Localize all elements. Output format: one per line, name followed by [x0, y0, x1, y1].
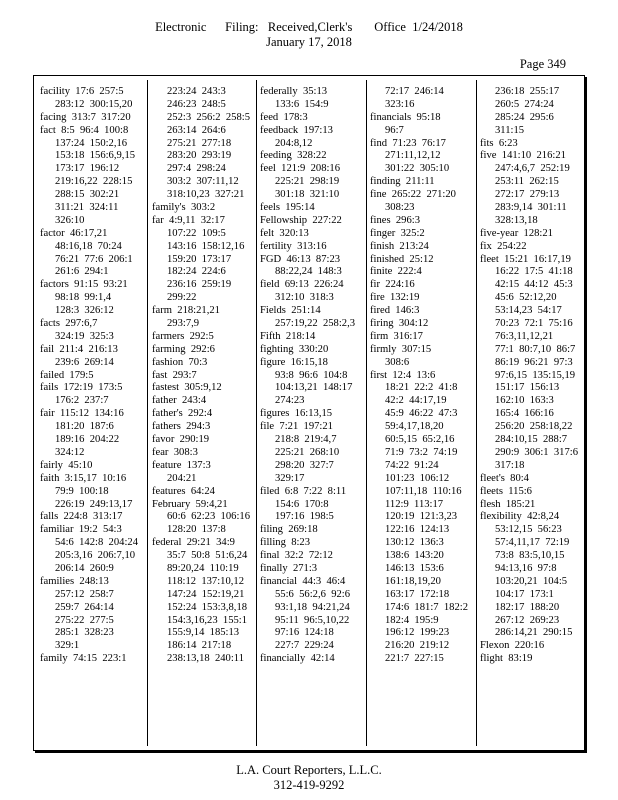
index-line: 267:12 269:23 [495, 614, 560, 626]
filing-header [0, 20, 618, 50]
index-line: 55:6 56:2,6 92:6 [275, 588, 351, 600]
index-line: 197:16 198:5 [275, 511, 334, 523]
index-line: 236:16 259:19 [167, 279, 232, 291]
index-line: farmers 292:5 [152, 330, 214, 342]
index-line: 275:22 277:5 [55, 614, 114, 626]
index-line: figures 16:13,15 [260, 408, 333, 420]
index-line: finding 211:11 [370, 176, 435, 188]
index-line: 323:16 [385, 98, 415, 110]
index-column-2 [152, 86, 254, 666]
index-line: Flexon 220:16 [480, 640, 545, 652]
index-line: flight 83:19 [480, 653, 533, 665]
index-line: family's 303:2 [152, 202, 216, 214]
index-line: 96:7 [385, 124, 404, 136]
index-line: 238:13,18 240:11 [167, 653, 245, 665]
index-line: father's 292:4 [152, 408, 213, 420]
index-line: 98:18 99:1,4 [55, 292, 112, 304]
index-line: feature 137:3 [152, 459, 211, 471]
index-line: 311:21 324:11 [55, 202, 119, 214]
index-line: figure 16:15,18 [260, 356, 328, 368]
page-number: Page 349 [519, 57, 566, 71]
index-line: 120:19 121:3,23 [385, 511, 458, 523]
index-line: 257:12 258:7 [55, 588, 114, 600]
index-line: 128:3 326:12 [55, 305, 114, 317]
index-line: 182:17 188:20 [495, 601, 560, 613]
index-line: 152:24 153:3,8,18 [167, 601, 248, 613]
index-line: 93:8 96:6 104:8 [275, 369, 348, 381]
index-line: feeding 328:22 [260, 150, 327, 162]
index-line: fighting 330:20 [260, 343, 329, 355]
index-line: fastest 305:9,12 [152, 382, 222, 394]
index-line: 137:24 150:2,16 [55, 137, 128, 149]
index-line: 147:24 152:19,21 [167, 588, 245, 600]
index-line: 161:18,19,20 [385, 575, 441, 587]
index-line: fact 8:5 96:4 100:8 [40, 124, 129, 136]
index-line: 107:11,18 110:16 [385, 485, 462, 497]
index-line: 101:23 106:12 [385, 472, 450, 484]
index-line: 311:15 [495, 124, 525, 136]
index-line: fire 132:19 [370, 292, 420, 304]
column-divider [366, 80, 367, 746]
index-line: 77:1 80:7,10 86:7 [495, 343, 576, 355]
index-line: feel 121:9 208:16 [260, 163, 341, 175]
index-line: felt 320:13 [260, 227, 309, 239]
index-line: 70:23 72:1 75:16 [495, 318, 573, 330]
index-line: 18:21 22:2 41:8 [385, 382, 458, 394]
index-column-1 [40, 86, 142, 666]
index-line: 204:21 [167, 472, 197, 484]
index-line: factors 91:15 93:21 [40, 279, 128, 291]
index-line: five 141:10 216:21 [480, 150, 566, 162]
index-line: 218:8 219:4,7 [275, 434, 337, 446]
index-line: fleets 115:6 [480, 485, 532, 497]
index-line: familiar 19:2 54:3 [40, 524, 122, 536]
index-line: filling 8:23 [260, 537, 311, 549]
index-line: 48:16,18 70:24 [55, 240, 122, 252]
index-line: 74:22 91:24 [385, 459, 439, 471]
filing-stamp: Electronic Filing: Received,Clerk's Office 1/24/2018 [155, 20, 463, 34]
index-line: fleet 15:21 16:17,19 [480, 253, 571, 265]
index-line: 261:6 294:1 [55, 266, 109, 278]
index-line: filed 6:8 7:22 8:11 [260, 485, 347, 497]
index-line: 128:20 137:8 [167, 524, 226, 536]
index-line: firing 304:12 [370, 318, 429, 330]
index-line: 154:3,16,23 155:1 [167, 614, 248, 626]
index-line: 97:16 124:18 [275, 627, 334, 639]
index-line: 182:4 195:9 [385, 614, 439, 626]
index-line: 42:15 44:12 45:3 [495, 279, 573, 291]
column-divider [476, 80, 477, 746]
index-line: father 243:4 [152, 395, 207, 407]
index-line: feed 178:3 [260, 111, 308, 123]
index-line: fines 296:3 [370, 214, 421, 226]
index-line: 288:15 302:21 [55, 189, 120, 201]
index-line: flexibility 42:8,24 [480, 511, 560, 523]
index-line: fair 115:12 134:16 [40, 408, 124, 420]
reporter-footer [0, 763, 618, 793]
index-line: fired 146:3 [370, 305, 420, 317]
index-line: fairly 45:10 [40, 459, 93, 471]
index-line: far 4:9,11 32:17 [152, 214, 225, 226]
index-line: 225:21 268:10 [275, 446, 340, 458]
index-line: 104:17 173:1 [495, 588, 554, 600]
index-line: fashion 70:3 [152, 356, 208, 368]
index-line: 286:14,21 290:15 [495, 627, 573, 639]
index-line: 155:9,14 185:13 [167, 627, 240, 639]
index-line: financials 95:18 [370, 111, 441, 123]
index-line: 297:4 298:24 [167, 163, 226, 175]
index-line: 159:20 173:17 [167, 253, 232, 265]
index-line: firm 316:17 [370, 330, 423, 342]
index-line: 153:18 156:6,9,15 [55, 150, 136, 162]
index-line: finally 271:3 [260, 562, 318, 574]
index-line: 76:3,11,12,21 [495, 330, 554, 342]
index-line: finish 213:24 [370, 240, 429, 252]
index-line: 283:9,14 301:11 [495, 202, 567, 214]
index-line: 205:3,16 206:7,10 [55, 550, 136, 562]
index-line: 283:20 293:19 [167, 150, 232, 162]
index-line: fleet's 80:4 [480, 472, 529, 484]
index-line: 45:9 46:22 47:3 [385, 408, 458, 420]
index-line: final 32:2 72:12 [260, 550, 333, 562]
index-line: features 64:24 [152, 485, 215, 497]
index-line: 247:4,6,7 252:19 [495, 163, 570, 175]
index-column-3 [260, 86, 364, 666]
index-line: 206:14 260:9 [55, 562, 114, 574]
index-line: 72:17 246:14 [385, 86, 444, 97]
index-column-5 [480, 86, 582, 666]
index-line: 263:14 264:6 [167, 124, 226, 136]
index-line: 308:6 [385, 356, 410, 368]
reporter-name: L.A. Court Reporters, L.L.C. [236, 763, 382, 777]
index-line: 93:1,18 94:21,24 [275, 601, 350, 613]
index-line: fits 6:23 [480, 137, 518, 149]
index-line: federally 35:13 [260, 86, 328, 97]
index-line: 151:17 156:13 [495, 382, 560, 394]
index-line: 301:22 305:10 [385, 163, 450, 175]
index-line: farming 292:6 [152, 343, 215, 355]
index-line: fathers 294:3 [152, 421, 211, 433]
index-line: 42:2 44:17,19 [385, 395, 447, 407]
index-line: farm 218:21,21 [152, 305, 220, 317]
index-frame [33, 75, 585, 751]
index-line: 73:8 83:5,10,15 [495, 550, 565, 562]
index-line: 328:13,18 [495, 214, 538, 226]
index-line: 285:1 328:23 [55, 627, 114, 639]
index-line: facing 313:7 317:20 [40, 111, 131, 123]
index-line: 89:20,24 110:19 [167, 562, 239, 574]
index-line: feedback 197:13 [260, 124, 333, 136]
index-column-4 [370, 86, 474, 666]
column-divider [147, 80, 148, 746]
index-line: faith 3:15,17 10:16 [40, 472, 127, 484]
index-line: finished 25:12 [370, 253, 434, 265]
index-line: 122:16 124:13 [385, 524, 450, 536]
index-line: February 59:4,21 [152, 498, 228, 510]
index-line: finger 325:2 [370, 227, 425, 239]
index-line: fertility 313:16 [260, 240, 327, 252]
index-line: 256:20 258:18,22 [495, 421, 573, 433]
index-line: 181:20 187:6 [55, 421, 114, 433]
index-line: 271:11,12,12 [385, 150, 441, 162]
index-line: 118:12 137:10,12 [167, 575, 245, 587]
index-line: FGD 46:13 87:23 [260, 253, 341, 265]
index-line: 204:8,12 [275, 137, 313, 149]
index-line: 53:12,15 56:23 [495, 524, 562, 536]
index-line: 253:11 262:15 [495, 176, 559, 188]
index-line: factor 46:17,21 [40, 227, 108, 239]
index-line: fear 308:3 [152, 446, 198, 458]
index-line: 275:21 277:18 [167, 137, 232, 149]
index-line: 59:4,17,18,20 [385, 421, 444, 433]
index-line: Fellowship 227:22 [260, 214, 342, 226]
index-line: 298:20 327:7 [275, 459, 334, 471]
index-line: 94:13,16 97:8 [495, 562, 557, 574]
index-line: 303:2 307:11,12 [167, 176, 239, 188]
index-line: 186:14 217:18 [167, 640, 232, 652]
index-line: 176:2 237:7 [55, 395, 109, 407]
index-line: 318:10,23 327:21 [167, 189, 245, 201]
index-line: 216:20 219:12 [385, 640, 450, 652]
index-line: 272:17 279:13 [495, 189, 560, 201]
index-line: 146:13 153:6 [385, 562, 444, 574]
index-line: fine 265:22 271:20 [370, 189, 456, 201]
index-line: 285:24 295:6 [495, 111, 554, 123]
index-line: 112:9 113:17 [385, 498, 444, 510]
index-line: 143:16 158:12,16 [167, 240, 245, 252]
index-line: failed 179:5 [40, 369, 94, 381]
index-line: 60:6 62:23 106:16 [167, 511, 250, 523]
index-line: 71:9 73:2 74:19 [385, 446, 458, 458]
column-divider [256, 80, 257, 746]
index-line: 35:7 50:8 51:6,24 [167, 550, 248, 562]
index-line: filing 269:18 [260, 524, 318, 536]
index-line: 324:12 [55, 446, 85, 458]
index-line: Fifth 218:14 [260, 330, 316, 342]
index-line: federal 29:21 34:9 [152, 537, 235, 549]
index-line: 165:4 166:16 [495, 408, 554, 420]
index-line: five-year 128:21 [480, 227, 553, 239]
index-line: feels 195:14 [260, 202, 315, 214]
index-line: firmly 307:15 [370, 343, 432, 355]
index-line: 236:18 255:17 [495, 86, 560, 97]
index-line: 174:6 181:7 182:2 [385, 601, 468, 613]
index-line: 88:22,24 148:3 [275, 266, 342, 278]
index-line: 257:19,22 258:2,3 [275, 318, 356, 330]
index-line: 162:10 163:3 [495, 395, 554, 407]
hearing-date: January 17, 2018 [266, 35, 352, 49]
index-line: fast 293:7 [152, 369, 197, 381]
index-line: 284:10,15 288:7 [495, 434, 568, 446]
index-line: field 69:13 226:24 [260, 279, 344, 291]
index-line: 246:23 248:5 [167, 98, 226, 110]
index-line: 57:4,11,17 72:19 [495, 537, 570, 549]
index-line: Fields 251:14 [260, 305, 321, 317]
index-line: 226:19 249:13,17 [55, 498, 133, 510]
index-line: fail 211:4 216:13 [40, 343, 118, 355]
index-line: facts 297:6,7 [40, 318, 98, 330]
index-line: 252:3 256:2 258:5 [167, 111, 250, 123]
index-line: 225:21 298:19 [275, 176, 340, 188]
index-line: 138:6 143:20 [385, 550, 444, 562]
index-line: 86:19 96:21 97:3 [495, 356, 573, 368]
index-line: financial 44:3 46:4 [260, 575, 346, 587]
index-line: 133:6 154:9 [275, 98, 329, 110]
index-line: 219:16,22 228:15 [55, 176, 133, 188]
index-line: 104:13,21 148:17 [275, 382, 353, 394]
index-line: financially 42:14 [260, 653, 335, 665]
index-line: fir 224:16 [370, 279, 415, 291]
index-line: 326:10 [55, 214, 85, 226]
index-line: 189:16 204:22 [55, 434, 120, 446]
index-line: 182:24 224:6 [167, 266, 226, 278]
index-line: 290:9 306:1 317:6 [495, 446, 578, 458]
index-line: 154:6 170:8 [275, 498, 329, 510]
index-line: 196:12 199:23 [385, 627, 450, 639]
index-line: 274:23 [275, 395, 305, 407]
index-line: 95:11 96:5,10,22 [275, 614, 350, 626]
index-line: 260:5 274:24 [495, 98, 554, 110]
index-line: 301:18 321:10 [275, 189, 340, 201]
index-line: 329:1 [55, 640, 80, 652]
reporter-phone: 312-419-9292 [273, 778, 345, 792]
index-line: 130:12 136:3 [385, 537, 444, 549]
index-line: 53:14,23 54:17 [495, 305, 562, 317]
index-line: 227:7 229:24 [275, 640, 334, 652]
index-line: file 7:21 197:21 [260, 421, 333, 433]
index-line: 223:24 243:3 [167, 86, 226, 97]
index-line: 259:7 264:14 [55, 601, 114, 613]
index-line: finite 222:4 [370, 266, 422, 278]
index-line: 97:6,15 135:15,19 [495, 369, 576, 381]
index-line: 45:6 52:12,20 [495, 292, 557, 304]
index-line: fix 254:22 [480, 240, 527, 252]
index-line: 312:10 318:3 [275, 292, 334, 304]
index-line: 60:5,15 65:2,16 [385, 434, 455, 446]
index-line: 317:18 [495, 459, 525, 471]
index-line: 163:17 172:18 [385, 588, 450, 600]
index-line: 239:6 269:14 [55, 356, 114, 368]
index-line: 107:22 109:5 [167, 227, 226, 239]
index-line: 283:12 300:15,20 [55, 98, 133, 110]
index-line: first 12:4 13:6 [370, 369, 436, 381]
index-line: 308:23 [385, 202, 415, 214]
index-line: 16:22 17:5 41:18 [495, 266, 573, 278]
index-line: 324:19 325:3 [55, 330, 114, 342]
index-line: 54:6 142:8 204:24 [55, 537, 138, 549]
index-line: 76:21 77:6 206:1 [55, 253, 133, 265]
index-line: falls 224:8 313:17 [40, 511, 123, 523]
index-line: find 71:23 76:17 [370, 137, 446, 149]
index-line: 79:9 100:18 [55, 485, 109, 497]
index-line: 293:7,9 [167, 318, 200, 330]
index-line: fails 172:19 173:5 [40, 382, 123, 394]
index-line: flesh 185:21 [480, 498, 536, 510]
index-line: 221:7 227:15 [385, 653, 444, 665]
index-line: 173:17 196:12 [55, 163, 120, 175]
index-line: 329:17 [275, 472, 305, 484]
index-line: facility 17:6 257:5 [40, 86, 124, 97]
index-line: 299:22 [167, 292, 197, 304]
index-line: 103:20,21 104:5 [495, 575, 568, 587]
index-line: favor 290:19 [152, 434, 210, 446]
index-line: family 74:15 223:1 [40, 653, 127, 665]
index-line: families 248:13 [40, 575, 109, 587]
